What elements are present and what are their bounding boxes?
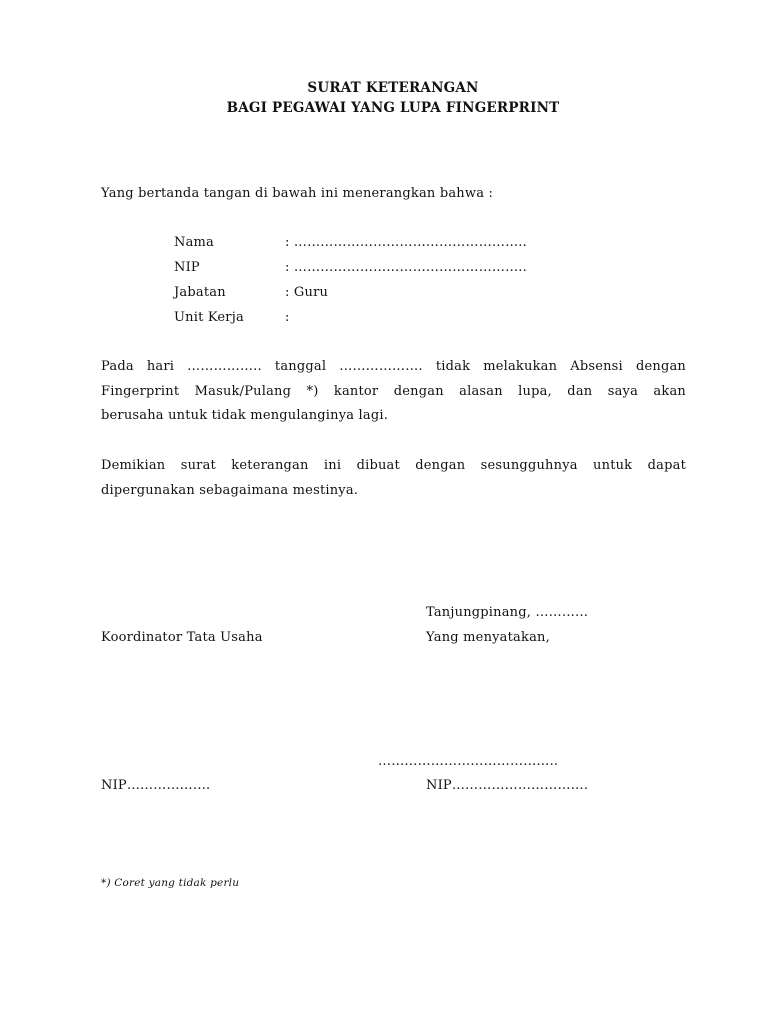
field-label: Nama bbox=[174, 235, 215, 250]
paragraph-line: Demikian surat keterangan ini dibuat dengan sesungguhnya untuk dapat bbox=[101, 458, 686, 473]
paragraph-line: berusaha untuk tidak mengulanginya lagi. bbox=[101, 408, 389, 423]
right-signature-name-line: ………………………………….. bbox=[378, 754, 559, 769]
place-date: Tanjungpinang, ………… bbox=[426, 605, 589, 620]
paragraph-line: Fingerprint Masuk/Pulang *) kantor dengan alasan lupa, dan saya akan bbox=[101, 383, 686, 399]
footnote: *) Coret yang tidak perlu bbox=[101, 877, 240, 889]
field-label: Unit Kerja bbox=[174, 310, 244, 325]
right-signatory-title: Yang menyatakan, bbox=[426, 630, 550, 645]
statement-paragraph bbox=[101, 355, 686, 429]
field-value: : Guru bbox=[285, 285, 329, 300]
paragraph-line: Pada hari …………….. tanggal ………………. tidak melakukan Absensi dengan bbox=[101, 359, 686, 374]
left-nip: NIP………………. bbox=[101, 778, 211, 793]
closing-paragraph bbox=[101, 454, 686, 503]
field-value: : bbox=[285, 310, 290, 325]
field-label: NIP bbox=[174, 260, 200, 275]
left-signatory-title: Koordinator Tata Usaha bbox=[101, 630, 263, 645]
field-value: : …………………………………………….. bbox=[285, 260, 527, 275]
intro-text: Yang bertanda tangan di bawah ini menerangkan bahwa : bbox=[101, 186, 494, 201]
document-title: SURAT KETERANGAN bbox=[307, 80, 479, 96]
field-label: Jabatan bbox=[174, 285, 226, 300]
right-nip: NIP…………………………. bbox=[426, 778, 589, 793]
paragraph-line: dipergunakan sebagaimana mestinya. bbox=[101, 482, 359, 498]
field-value: : …………………………………………….. bbox=[285, 235, 527, 250]
document-subtitle: BAGI PEGAWAI YANG LUPA FINGERPRINT bbox=[226, 100, 560, 116]
